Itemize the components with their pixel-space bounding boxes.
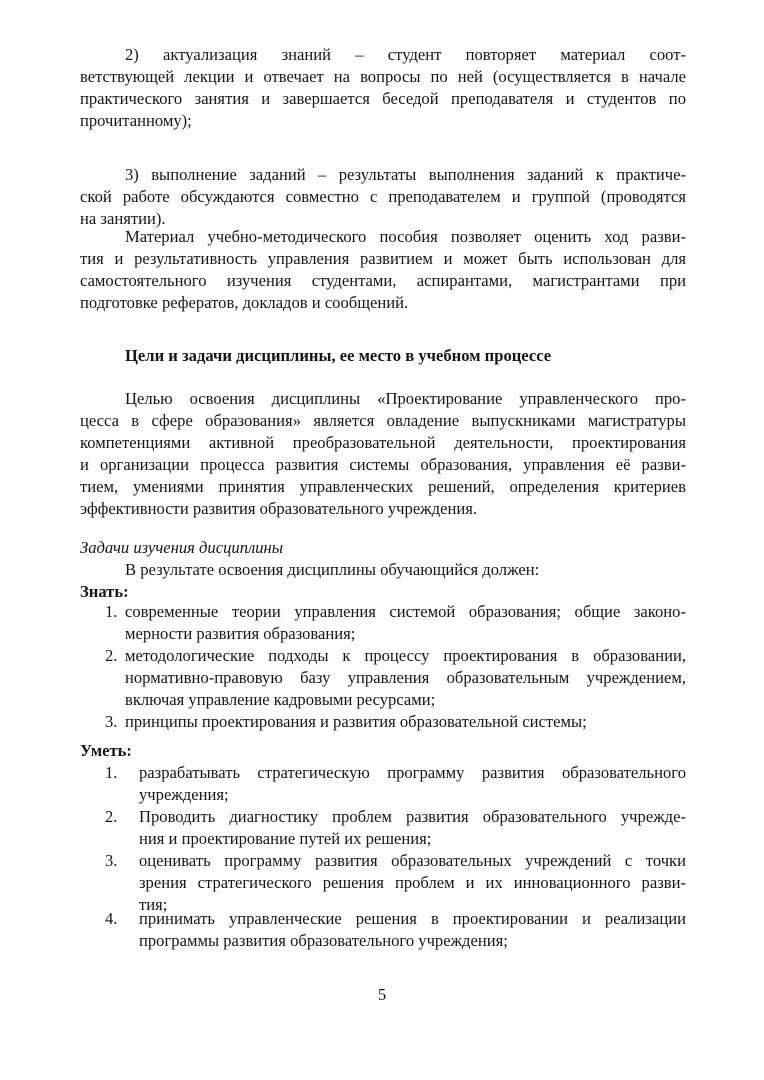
text-line: программы развития образовательного учреждения; xyxy=(139,931,508,950)
text-line: включая управление кадровыми ресурсами; xyxy=(125,690,436,709)
text-line: Материал учебно-методического пособия позволяет оценить ход разви- xyxy=(125,227,686,246)
text-line: Целью освоения дисциплины «Проектирование управленческого про- xyxy=(125,389,686,408)
text-line: и организации процесса развития системы образования, управления её разви- xyxy=(80,455,686,474)
text-line: Проводить диагностику проблем развития образовательного учрежде- xyxy=(139,807,686,826)
can-block xyxy=(80,740,686,762)
section-heading: Цели и задачи дисциплины, ее место в учебном процессе xyxy=(125,346,552,365)
text-line: ветствующей лекции и отвечает на вопросы по ней (осуществляется в начале xyxy=(80,67,686,86)
text-line: современные теории управления системой образования; общие законо- xyxy=(125,602,686,621)
know-list xyxy=(80,601,686,731)
page-number: 5 xyxy=(377,985,387,1004)
paragraph-assignments xyxy=(80,164,686,230)
can-label: Уметь: xyxy=(80,741,132,760)
text-line: самостоятельного изучения студентами, аспирантами, магистрантами при xyxy=(80,271,686,290)
text-line: 2) актуализация знаний – студент повторяет материал соот- xyxy=(125,45,686,64)
text-line: ния и проектирование путей их решения; xyxy=(139,829,432,848)
text-line: эффективности развития образовательного учреждения. xyxy=(80,499,477,518)
text-line: учреждения; xyxy=(139,785,229,804)
text-line: цесса в сфере образования» является овладение выпускниками магистратуры xyxy=(80,411,686,430)
know-label: Знать: xyxy=(80,582,129,601)
text-line: методологические подходы к процессу проектирования в образовании, xyxy=(125,646,686,665)
can-list xyxy=(80,762,686,962)
section-heading-block xyxy=(80,345,686,367)
text-line: подготовке рефератов, докладов и сообщений. xyxy=(80,293,409,312)
text-line: на занятии). xyxy=(80,209,166,228)
text-line: прочитанному); xyxy=(80,111,192,130)
text-line: нормативно-правовую базу управления образовательным учреждением, xyxy=(125,668,686,687)
text-line: принимать управленческие решения в проектировании и реализации xyxy=(139,909,686,928)
text-line: мерности развития образования; xyxy=(125,624,356,643)
list-item-number: 1. xyxy=(105,763,118,782)
text-line: разрабатывать стратегическую программу развития образовательного xyxy=(139,763,686,782)
text-line: тия; xyxy=(139,895,168,914)
text-line: практического занятия и завершается беседой преподавателя и студентов по xyxy=(80,89,686,108)
paragraph-actualization xyxy=(80,44,686,132)
list-item-number: 2. xyxy=(105,646,118,665)
list-item-number: 1. xyxy=(105,602,118,621)
list-item-number: 3. xyxy=(105,851,118,870)
text-line: ской работе обсуждаются совместно с преподавателем и группой (проводятся xyxy=(80,187,686,206)
tasks-block xyxy=(80,537,686,603)
text-line: оценивать программу развития образовательных учреждений с точки xyxy=(139,851,686,870)
text-line: тием, умениями принятия управленческих решений, определения критериев xyxy=(80,477,686,496)
tasks-intro: В результате освоения дисциплины обучающийся должен: xyxy=(125,560,540,579)
text-line: компетенциями активной преобразовательной деятельности, проектирования xyxy=(80,433,686,452)
text-line: тия и результативность управления развитием и может быть использован для xyxy=(80,249,686,268)
tasks-heading: Задачи изучения дисциплины xyxy=(80,538,283,557)
list-item-number: 2. xyxy=(105,807,118,826)
list-item-number: 3. xyxy=(105,712,118,731)
text-line: принципы проектирования и развития образовательной системы; xyxy=(125,712,587,731)
paragraph-goal xyxy=(80,388,686,520)
text-line: 3) выполнение заданий – результаты выполнения заданий к практиче- xyxy=(125,165,686,184)
paragraph-material xyxy=(80,226,686,314)
text-line: зрения стратегического решения проблем и их инновационного разви- xyxy=(139,873,686,892)
list-item-number: 4. xyxy=(105,909,118,928)
